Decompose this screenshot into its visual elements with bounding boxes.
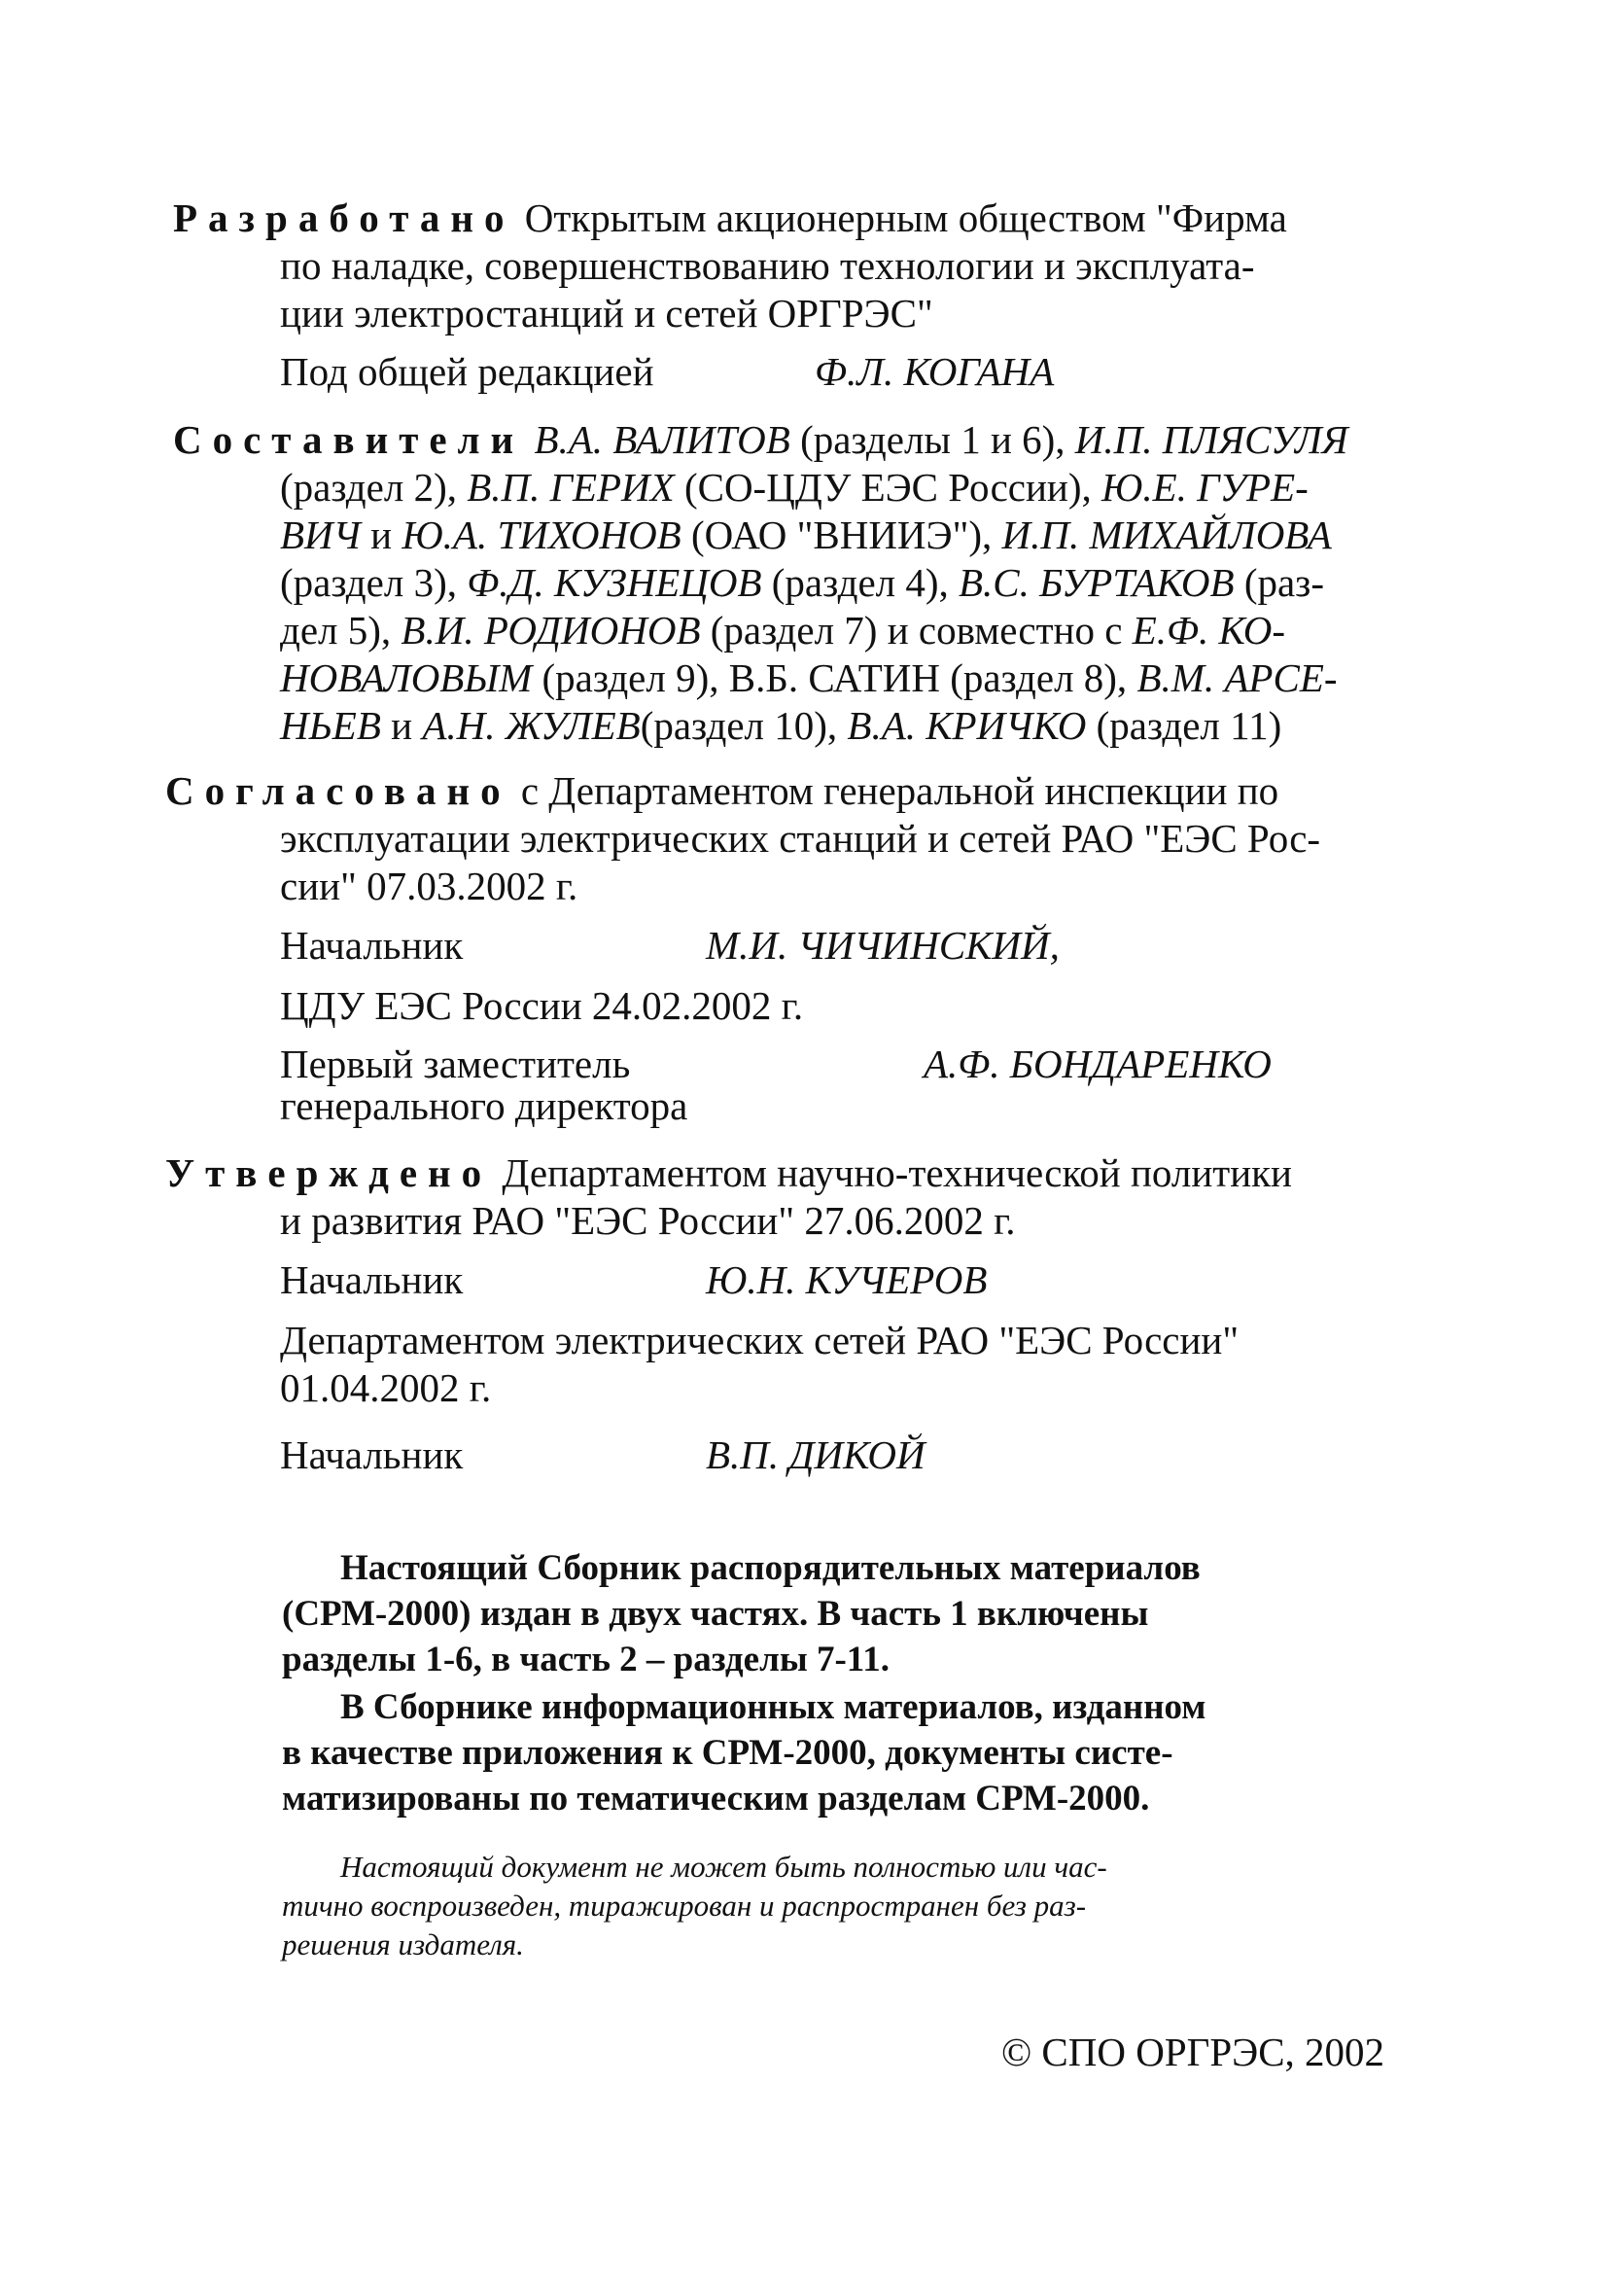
cdu-line: ЦДУ ЕЭС России 24.02.2002 г. <box>280 983 804 1028</box>
person-name: Ф.Д. КУЗНЕЦОВ <box>467 560 762 605</box>
developed-line: Открытым акционерным обществом "Фирма <box>524 195 1287 240</box>
compilers-line <box>280 654 1338 701</box>
agreed-line: эксплуатации электрических станций и сетей РАО "ЕЭС Рос- <box>280 816 1321 861</box>
text-fragment: (раздел 11) <box>1086 703 1282 748</box>
notice-line: (СРМ-2000) издан в двух частях. В часть 1 включены <box>282 1594 1149 1634</box>
developed-line: ции электростанций и сетей ОРГРЭС" <box>280 291 933 336</box>
agreed-block <box>165 767 1278 814</box>
chief-label: Начальник <box>280 923 464 968</box>
text-fragment: (раздел 2), <box>280 465 468 510</box>
legal-line: тично воспроизведен, тиражирован и распространен без раз- <box>282 1889 1087 1923</box>
person-name: В.П. ГЕРИХ <box>467 465 675 510</box>
chief-name: Ю.Н. КУЧЕРОВ <box>706 1257 988 1302</box>
deputy-name: А.Ф. БОНДАРЕНКО <box>924 1042 1272 1086</box>
compilers-line <box>280 607 1285 653</box>
approved-line: Департаментом научно-технической политики <box>502 1150 1292 1195</box>
person-name: НОВАЛОВЫМ <box>280 655 533 700</box>
notice-line: в качестве приложения к СРМ-2000, документы систе- <box>282 1733 1173 1773</box>
approved-line: и развития РАО "ЕЭС России" 27.06.2002 г. <box>280 1198 1016 1243</box>
text-fragment: (раз- <box>1234 560 1325 605</box>
text-fragment: и <box>380 703 423 748</box>
compilers-line <box>280 464 1309 511</box>
chief-label: Начальник <box>280 1432 464 1477</box>
dept-line: 01.04.2002 г. <box>280 1365 492 1410</box>
agreed-label: Согласовано <box>165 768 511 813</box>
approved-label: Утверждено <box>165 1150 493 1195</box>
developed-block <box>173 194 1287 241</box>
notice-line: разделы 1-6, в часть 2 – разделы 7-11. <box>282 1640 890 1679</box>
legal-line: решения издателя. <box>282 1927 524 1961</box>
compilers-line <box>280 702 1281 749</box>
chief-name: М.И. ЧИЧИНСКИЙ, <box>706 923 1060 968</box>
legal-line: Настоящий документ не может быть полностью или час- <box>340 1850 1107 1884</box>
person-name: В.А. ВАЛИТОВ <box>534 417 790 462</box>
compilers-line <box>280 512 1332 558</box>
person-name: В.И. РОДИОНОВ <box>401 608 701 653</box>
person-name: В.М. АРСЕ- <box>1136 655 1338 700</box>
compilers-label: Составители <box>173 417 525 462</box>
text-fragment: (ОАО "ВНИИЭ"), <box>681 512 1002 557</box>
person-name: И.П. МИХАЙЛОВА <box>1001 512 1332 557</box>
person-name: Ю.А. ТИХОНОВ <box>402 512 681 557</box>
person-name: В.А. КРИЧКО <box>847 703 1087 748</box>
text-fragment: (раздел 7) и совместно с <box>700 608 1133 653</box>
editor-name: Ф.Л. КОГАНА <box>815 349 1055 394</box>
agreed-line: с Департаментом генеральной инспекции по <box>520 768 1279 813</box>
compilers-line <box>280 559 1324 606</box>
notice-line: матизированы по тематическим разделам СРМ-2000. <box>282 1779 1150 1819</box>
dept-line: Департаментом электрических сетей РАО "ЕЭС России" <box>280 1318 1240 1362</box>
text-fragment: дел 5), <box>280 608 402 653</box>
text-fragment: (СО-ЦДУ ЕЭС России), <box>674 465 1102 510</box>
person-name: И.П. ПЛЯСУЛЯ <box>1074 417 1348 462</box>
deputy-label: Первый заместитель <box>280 1042 631 1086</box>
chief-name: В.П. ДИКОЙ <box>706 1432 926 1477</box>
editor-label: Под общей редакцией <box>280 349 654 394</box>
text-fragment: (раздел 9), В.Б. САТИН (раздел 8), <box>532 655 1137 700</box>
text-fragment: (раздел 4), <box>761 560 960 605</box>
person-name: Е.Ф. КО- <box>1132 608 1286 653</box>
person-name: В.С. БУРТАКОВ <box>959 560 1235 605</box>
text-fragment: (раздел 3), <box>280 560 468 605</box>
text-fragment: (разделы 1 и 6), <box>789 417 1075 462</box>
notice-line: В Сборнике информационных материалов, изданном <box>340 1687 1206 1727</box>
person-name: А.Н. ЖУЛЕВ <box>422 703 641 748</box>
compilers-line <box>173 416 1348 463</box>
deputy-label: генерального директора <box>280 1083 688 1128</box>
developed-line: по наладке, совершенствованию технологии и эксплуата- <box>280 243 1255 288</box>
agreed-line: сии" 07.03.2002 г. <box>280 864 578 908</box>
notice-line: Настоящий Сборник распорядительных материалов <box>340 1548 1201 1588</box>
copyright: © СПО ОРГРЭС, 2002 <box>1001 2030 1385 2074</box>
person-name: ВИЧ <box>280 512 361 557</box>
text-fragment: (раздел 10), <box>640 703 848 748</box>
chief-label: Начальник <box>280 1257 464 1302</box>
person-name: НЬЕВ <box>280 703 381 748</box>
text-fragment: и <box>360 512 402 557</box>
developed-label: Разработано <box>173 195 515 240</box>
person-name: Ю.Е. ГУРЕ- <box>1101 465 1309 510</box>
approved-block <box>165 1149 1292 1196</box>
